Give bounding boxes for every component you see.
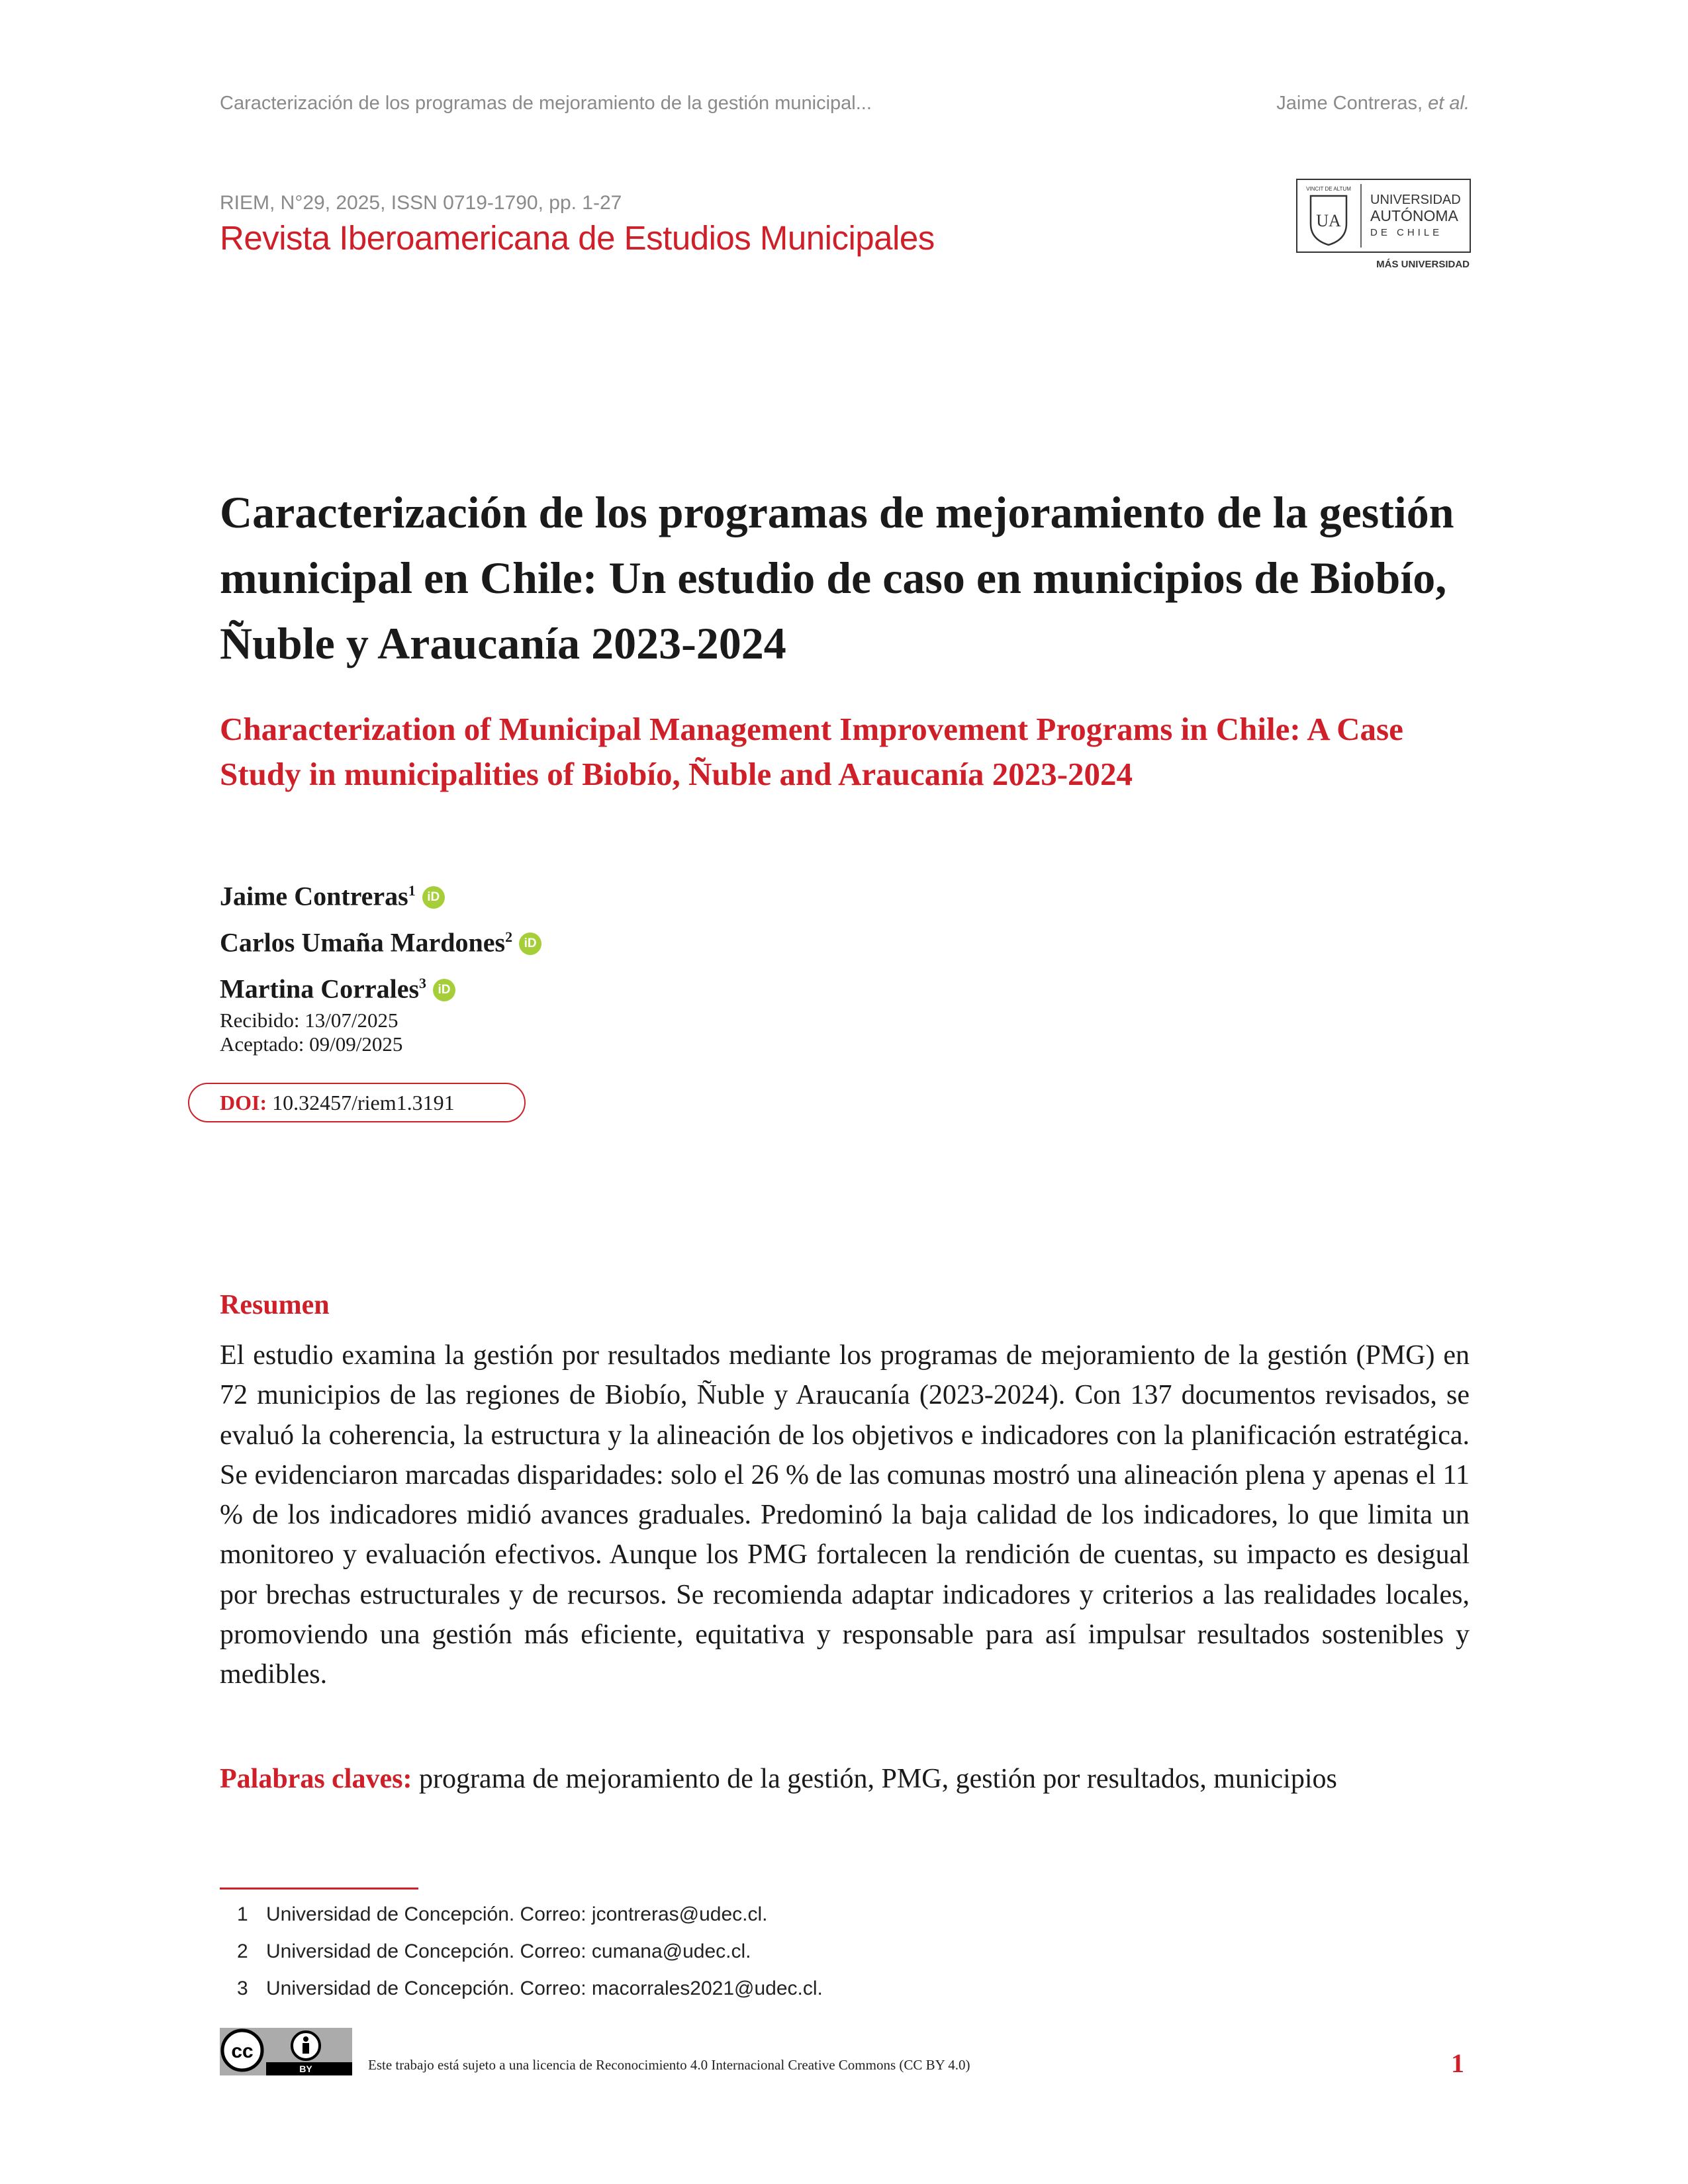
doi-badge[interactable] — [188, 1083, 526, 1122]
footnote-number: 3 — [237, 1978, 248, 1999]
logo-line1: UNIVERSIDAD — [1370, 193, 1461, 207]
cc-badge-text: BY — [299, 2064, 312, 2074]
author-1 — [220, 875, 445, 912]
keywords — [220, 1759, 1477, 1799]
footnote-3 — [237, 1978, 823, 2000]
footnote-number: 1 — [237, 1903, 248, 1925]
orcid-icon[interactable]: iD — [519, 933, 541, 955]
footnote-number: 2 — [237, 1940, 248, 1962]
author-footnote-ref: 2 — [505, 929, 513, 945]
footnote-1 — [237, 1903, 768, 1926]
running-header-author-suffix: et al. — [1428, 93, 1470, 114]
footnote-text: Universidad de Concepción. Correo: macorrales2021@udec.cl. — [266, 1978, 823, 1999]
article-title-es: Caracterización de los programas de mejoramiento de la gestión municipal en Chile: Un estudio de caso en municipios de Biobío, Ñuble y Araucanía 2023-2024 — [220, 487, 1454, 668]
footnote-text: Universidad de Concepción. Correo: jcontreras@udec.cl. — [266, 1903, 768, 1925]
doi-label: DOI: — [220, 1091, 267, 1115]
running-header-author-name: Jaime Contreras, — [1276, 93, 1423, 114]
university-logo — [1296, 179, 1471, 270]
keywords-label: Palabras claves: — [220, 1764, 412, 1794]
logo-tagline: MÁS UNIVERSIDAD — [1376, 259, 1470, 270]
article-title-en: Characterization of Municipal Management Improvement Programs in Chile: A Case Study in municipalities of Biobío, Ñuble and Araucanía 2023-2024 — [220, 711, 1403, 792]
author-3 — [220, 968, 455, 1005]
received-date: Recibido: 13/07/2025 — [220, 1009, 399, 1032]
orcid-icon[interactable]: iD — [433, 979, 455, 1001]
journal-citation: RIEM, N°29, 2025, ISSN 0719-1790, pp. 1-27 — [220, 192, 622, 214]
logo-initials: UA — [1316, 211, 1341, 230]
svg-text:cc: cc — [231, 2040, 254, 2062]
author-footnote-ref: 3 — [419, 975, 427, 991]
author-name: Carlos Umaña Mardones — [220, 927, 506, 958]
footnote-2 — [237, 1940, 751, 1963]
author-name: Martina Corrales — [220, 974, 420, 1004]
license-text: Este trabajo está sujeto a una licencia de Reconocimiento 4.0 Internacional Creative Commons (CC BY 4.0) — [368, 2057, 970, 2073]
author-footnote-ref: 1 — [408, 882, 416, 899]
author-2 — [220, 921, 541, 958]
cc-by-license-icon[interactable] — [220, 2028, 352, 2075]
logo-seal-text: VINCIT DE ALTUM — [1306, 186, 1351, 192]
orcid-icon[interactable]: iD — [422, 886, 445, 909]
footnote-text: Universidad de Concepción. Correo: cumana@udec.cl. — [266, 1940, 751, 1962]
doi-value: 10.32457/riem1.3191 — [272, 1091, 455, 1115]
logo-line2: AUTÓNOMA — [1370, 207, 1458, 224]
keywords-value: programa de mejoramiento de la gestión, PMG, gestión por resultados, municipios — [418, 1764, 1337, 1794]
running-header-author — [1276, 93, 1470, 114]
page-number: 1 — [1451, 2048, 1464, 2078]
abstract-heading: Resumen — [220, 1290, 330, 1320]
journal-name: Revista Iberoamericana de Estudios Municipales — [220, 219, 935, 257]
author-name: Jaime Contreras — [220, 881, 408, 911]
university-crest-icon — [1306, 186, 1351, 245]
abstract-body: El estudio examina la gestión por resultados mediante los programas de mejoramiento de la gestión (PMG) en 72 municipios de las regiones de Biobío, Ñuble y Araucanía (2023-2024). Con 137 documentos revisados, se evaluó la coherencia, la estructura y la alineación de los objetivos e indicadores con la planificación estratégica. Se evidenciaron marcadas disparidades: solo el 26 % de las comunas mostró una alineación plena y apenas el 11 % de los indicadores midió avances graduales. Predominó la baja calidad de los indicadores, lo que limita un monitoreo y evaluación efectivos. Aunque los PMG fortalecen la rendición de cuentas, su impacto es desigual por brechas estructurales y de recursos. Se recomienda adaptar indicadores y criterios a las realidades locales, promoviendo una gestión más eficiente, equitativa y responsable para así impulsar resultados sostenibles y medibles. — [220, 1340, 1470, 1690]
footnote-divider — [220, 1888, 418, 1889]
running-header-title: Caracterización de los programas de mejoramiento de la gestión municipal... — [220, 93, 872, 114]
logo-line3: DE CHILE — [1370, 227, 1443, 238]
accepted-date: Aceptado: 09/09/2025 — [220, 1032, 403, 1056]
